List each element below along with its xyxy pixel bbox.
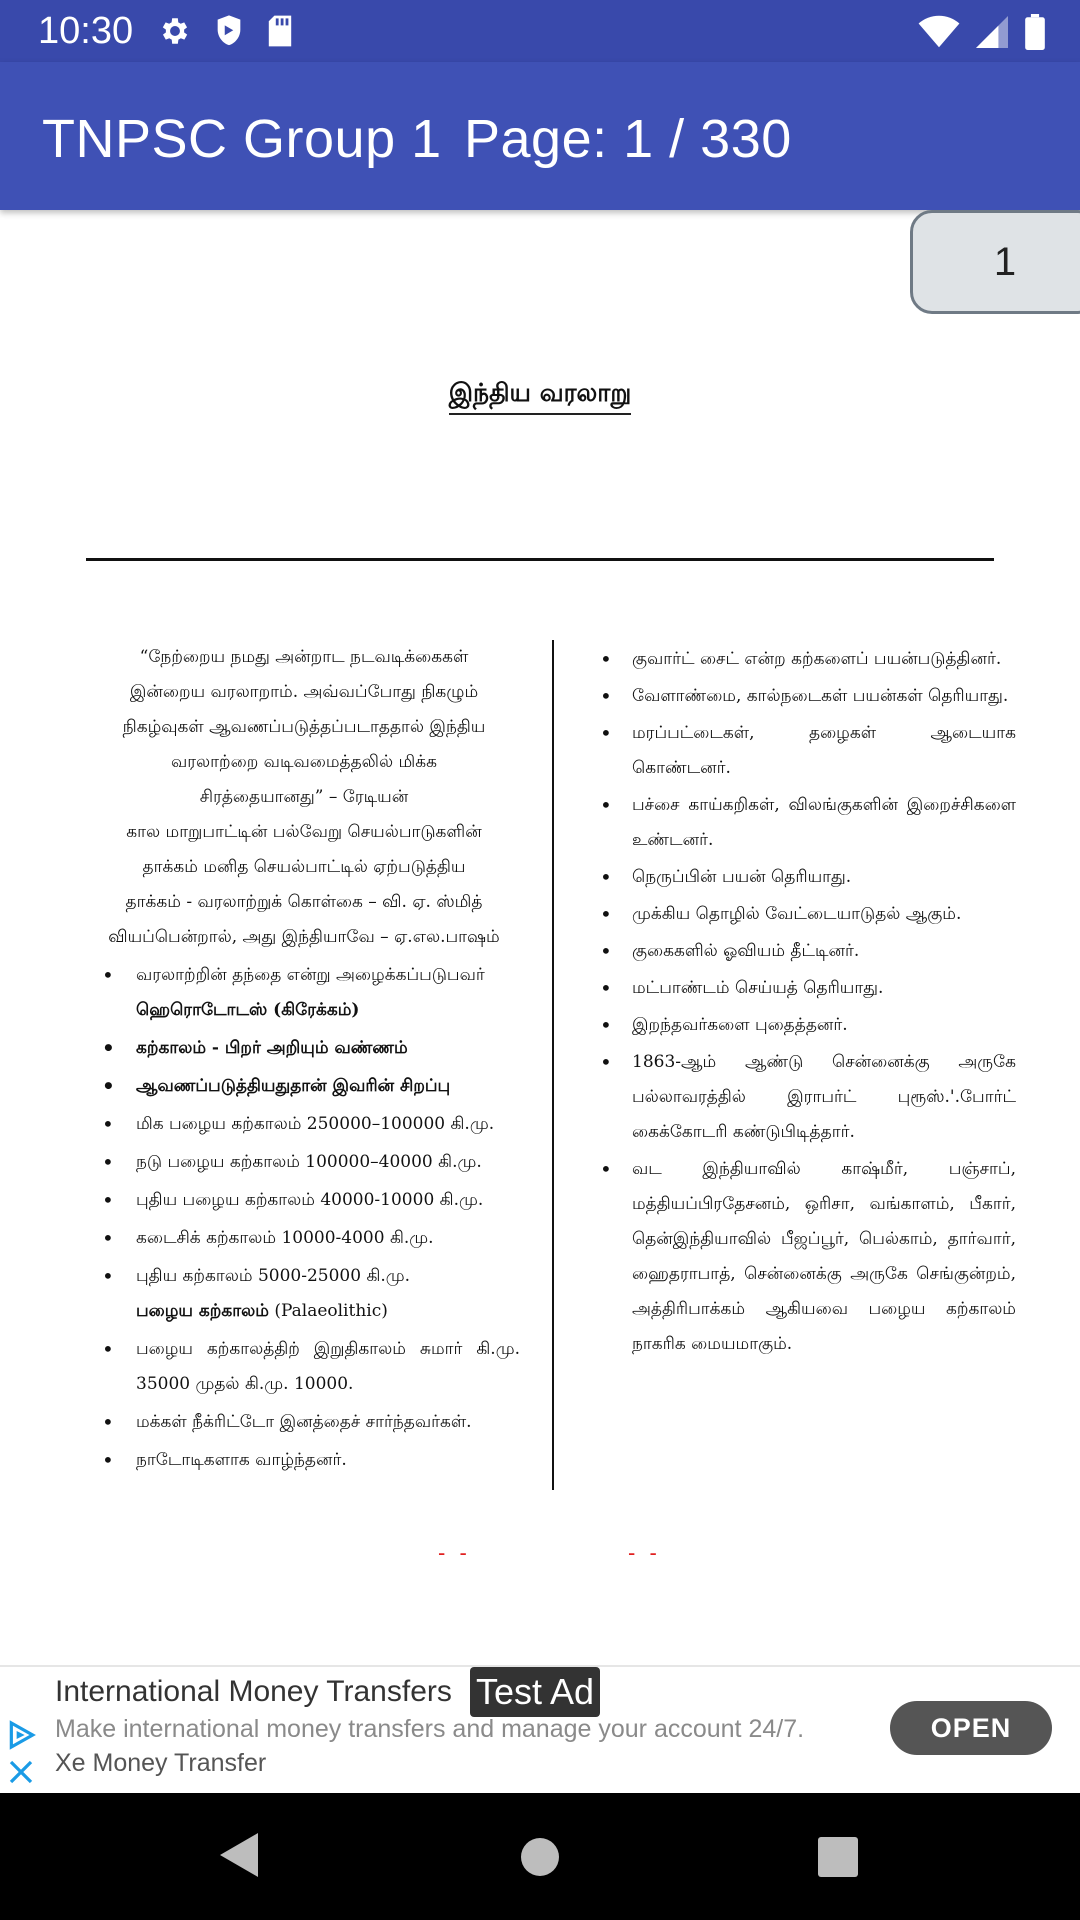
left-column [88,640,520,1478]
list-item: • பச்சை காய்கறிகள், விலங்குகளின் இறைச்சிகளை உண்டனர். [598,788,1016,858]
signal-icon [976,15,1008,53]
list-item: • நாடோடிகளாக வாழ்ந்தனர். [88,1443,520,1478]
list-item: • மட்பாண்டம் செய்யத் தெரியாது. [598,971,1016,1006]
test-ad-label: Test Ad [470,1667,600,1717]
page-mark-right: - - [628,1540,661,1565]
quote-line: வியப்பென்றால், அது இந்தியாவே – ஏ.எல.பாஷம் [108,927,500,947]
shield-icon [214,14,244,52]
list-item: • வட இந்தியாவில் காஷ்மீர், பஞ்சாப், மத்தியப்பிரதேசனம், ஒரிசா, வங்காளம், பீகார், தென்இந்தியாவில் பீஜப்பூர், பெல்காம், தார்வார், ஹைதராபாத், சென்னைக்கு அருகே செங்குன்றம், அத்திரிபாக்கம் ஆகியவை பழைய கற்காலம் நாகரிக மையமாகும். [598,1152,1016,1362]
page-number-badge[interactable]: 1 [910,210,1080,314]
home-icon[interactable] [520,1837,560,1881]
page-indicator: Page: 1 / 330 [464,109,792,169]
navigation-bar [0,1793,1080,1920]
list-item: • நெருப்பின் பயன் தெரியாது. [598,860,1016,895]
ad-banner[interactable] [0,1665,1080,1793]
wifi-icon [918,15,960,53]
ad-title[interactable]: International Money Transfers [55,1675,452,1708]
subheading-bold: பழைய கற்காலம் [136,1301,269,1321]
quote-line: “நேற்றைய நமது அன்றாட நடவடிக்கைகள் [139,647,469,667]
list-item: • பழைய கற்காலத்திற் இறுதிகாலம் சுமார் கி.மு. 35000 முதல் கி.மு. 10000. [88,1332,520,1402]
left-bullet-list [88,958,520,993]
quote-line: இன்றைய வரலாறாம். அவ்வப்போது நிகழும் [129,682,479,702]
list-item: • ஆவணப்படுத்தியதுதான் இவரின் சிறப்பு [88,1069,520,1104]
back-icon[interactable] [218,1831,260,1883]
status-time: 10:30 [38,10,134,52]
battery-icon [1024,14,1046,54]
list-item: • முக்கிய தொழில் வேட்டையாடுதல் ஆகும். [598,897,1016,932]
bold-line: ஹெரொடோடஸ் (கிரேக்கம்) [136,1000,360,1020]
ad-choices-icon[interactable] [6,1719,38,1755]
list-item: • மரப்பட்டைகள், தழைகள் ஆடையாக கொண்டனர். [598,716,1016,786]
document-heading: இந்திய வரலாறு [0,378,1080,411]
list-item: • வரலாற்றின் தந்தை என்று அழைக்கப்படுபவர் [88,958,520,993]
right-column [598,640,1016,1362]
list-item: • கற்காலம் - பிறர் அறியும் வண்ணம் [88,1031,520,1066]
intro-quote [88,640,520,955]
list-item: • புதிய பழைய கற்காலம் 40000-10000 கி.மு. [88,1183,520,1218]
quote-line: சிரத்தையானது” – ரேடியன் [199,787,409,807]
list-item: • மிக பழைய கற்காலம் 250000–100000 கி.மு. [88,1107,520,1142]
column-divider [552,640,554,1490]
ad-close-icon[interactable] [6,1757,36,1791]
quote-line: கால மாறுபாட்டின் பல்வேறு செயல்பாடுகளின் [126,822,482,842]
recent-apps-icon[interactable] [818,1837,858,1881]
list-item: • கடைசிக் கற்காலம் 10000-4000 கி.மு. [88,1221,520,1256]
app-bar [0,62,1080,210]
status-icons-right [918,14,1046,54]
list-item: • நடு பழைய கற்காலம் 100000–40000 கி.மு. [88,1145,520,1180]
left-bullet-list-bold [88,1031,520,1294]
list-item: • 1863-ஆம் ஆண்டு சென்னைக்கு அருகே பல்லாவரத்தில் இராபர்ட் புரூஸ்.'.போர்ட் கைக்கோடரி கண்டுபிடித்தார். [598,1045,1016,1150]
heading-rule [86,558,994,561]
settings-icon [158,14,192,52]
list-item: • குகைகளில் ஓவியம் தீட்டினர். [598,934,1016,969]
list-item: • மக்கள் நீக்ரிட்டோ இனத்தைச் சார்ந்தவர்கள். [88,1405,520,1440]
quote-line: தாக்கம் - வரலாற்றுக் கொள்கை – வி. ஏ. ஸ்மித் [125,892,483,912]
quote-line: தாக்கம் மனித செயல்பாட்டில் ஏற்படுத்திய [142,857,466,877]
list-item: • புதிய கற்காலம் 5000-25000 கி.மு. [88,1259,520,1294]
app-title: TNPSC Group 1 [42,109,442,169]
subheading [88,1294,520,1329]
list-item: • குவார்ட் சைட் என்ற கற்களைப் பயன்படுத்தினர். [598,642,1016,677]
document-page[interactable] [0,210,1080,1665]
list-item: • இறந்தவர்களை புதைத்தனர். [598,1008,1016,1043]
status-bar [0,0,1080,62]
sd-card-icon [266,14,294,52]
ad-advertiser[interactable]: Xe Money Transfer [55,1749,267,1777]
right-bullet-list [598,642,1016,1362]
ad-open-button[interactable]: OPEN [890,1701,1052,1755]
status-icons-left [158,14,294,52]
left-bullet-list-c [88,1332,520,1478]
quote-line: நிகழ்வுகள் ஆவணப்படுத்தப்படாததால் இந்திய [122,717,486,737]
ad-description[interactable]: Make international money transfers and manage your account 24/7. [55,1715,805,1743]
quote-line: வரலாற்றை வடிவமைத்தலில் மிக்க [171,752,437,772]
page-mark-left: - - [438,1540,471,1565]
subheading-plain: (Palaeolithic) [274,1301,388,1321]
list-item: • வேளாண்மை, கால்நடைகள் பயன்கள் தெரியாது. [598,679,1016,714]
